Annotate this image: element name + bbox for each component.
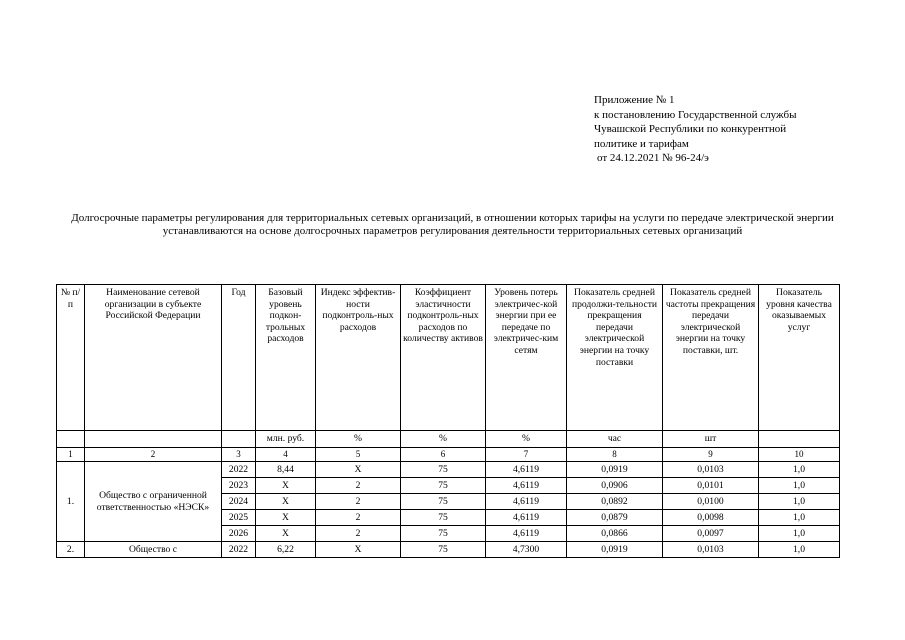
elasticity-cell: 75 xyxy=(401,478,486,494)
frequency-cell: 0,0097 xyxy=(663,526,759,542)
unit-cell: млн. руб. xyxy=(256,431,316,448)
annex-agency-line-2: политике и тарифам xyxy=(594,137,689,150)
annex-date-number: от 24.12.2021 № 96-24/э xyxy=(597,152,709,164)
losses-cell: 4,6119 xyxy=(486,478,567,494)
document-title: Долгосрочные параметры регулирования для территориальных сетевых организаций, в отношении которых тарифы на услуги по передаче электрической энергии устанавливаются на основе долгосрочных параметров регулирования деятельности территориальных сетевых организаций xyxy=(71,212,834,237)
frequency-cell: 0,0098 xyxy=(663,510,759,526)
unit-cell xyxy=(85,431,222,448)
losses-cell: 4,6119 xyxy=(486,462,567,478)
duration-cell: 0,0919 xyxy=(567,542,663,558)
base-costs-cell: Х xyxy=(256,494,316,510)
frequency-cell: 0,0101 xyxy=(663,478,759,494)
column-number-cell: 2 xyxy=(85,448,222,462)
duration-cell: 0,0892 xyxy=(567,494,663,510)
column-number-cell: 7 xyxy=(486,448,567,462)
unit-cell xyxy=(222,431,256,448)
efficiency-index-cell: 2 xyxy=(316,526,401,542)
quality-cell: 1,0 xyxy=(759,542,840,558)
header-cell-organization: Наименование сетевой организации в субъекте Российской Федерации xyxy=(85,285,222,431)
efficiency-index-cell: 2 xyxy=(316,478,401,494)
duration-cell: 0,0906 xyxy=(567,478,663,494)
column-number-cell: 10 xyxy=(759,448,840,462)
org-index-cell: 1. xyxy=(57,462,85,542)
table-units-row xyxy=(57,431,840,448)
annex-title: Приложение № 1 xyxy=(594,94,675,106)
year-cell: 2024 xyxy=(222,494,256,510)
elasticity-cell: 75 xyxy=(401,510,486,526)
base-costs-cell: Х xyxy=(256,510,316,526)
unit-cell: шт xyxy=(663,431,759,448)
elasticity-cell: 75 xyxy=(401,526,486,542)
year-cell: 2022 xyxy=(222,462,256,478)
column-number-cell: 9 xyxy=(663,448,759,462)
base-costs-cell: 8,44 xyxy=(256,462,316,478)
efficiency-index-cell: Х xyxy=(316,462,401,478)
losses-cell: 4,6119 xyxy=(486,494,567,510)
annex-agency-line: Чувашской Республики по конкурентной xyxy=(594,123,787,135)
column-number-cell: 1 xyxy=(57,448,85,462)
year-cell: 2026 xyxy=(222,526,256,542)
efficiency-index-cell: 2 xyxy=(316,494,401,510)
efficiency-index-cell: Х xyxy=(316,542,401,558)
year-cell: 2023 xyxy=(222,478,256,494)
header-cell-base-costs: Базовый уровень подкон-трольных расходов xyxy=(256,285,316,431)
table-column-numbers-row xyxy=(57,448,840,462)
column-number-cell: 6 xyxy=(401,448,486,462)
column-number-cell: 3 xyxy=(222,448,256,462)
unit-cell xyxy=(57,431,85,448)
base-costs-cell: 6,22 xyxy=(256,542,316,558)
duration-cell: 0,0919 xyxy=(567,462,663,478)
elasticity-cell: 75 xyxy=(401,494,486,510)
frequency-cell: 0,0100 xyxy=(663,494,759,510)
header-cell-duration: Показатель средней продолжи-тельности прекращения передачи электрической энергии на точку поставки xyxy=(567,285,663,431)
table-row xyxy=(57,462,840,478)
header-cell-efficiency-index: Индекс эффектив-ности подконтроль-ных расходов xyxy=(316,285,401,431)
org-index-cell: 2. xyxy=(57,542,85,558)
annex-resolution-line: к постановлению Государственной службы xyxy=(594,108,797,121)
header-cell-year: Год xyxy=(222,285,256,431)
header-cell-frequency: Показатель средней частоты прекращения передачи электрической энергии на точку поставки, шт. xyxy=(663,285,759,431)
parameters-table xyxy=(56,284,840,558)
unit-cell xyxy=(759,431,840,448)
duration-cell: 0,0866 xyxy=(567,526,663,542)
year-cell: 2022 xyxy=(222,542,256,558)
org-name-cell: Общество с xyxy=(85,542,222,558)
header-cell-quality: Показатель уровня качества оказываемых услуг xyxy=(759,285,840,431)
quality-cell: 1,0 xyxy=(759,494,840,510)
elasticity-cell: 75 xyxy=(401,542,486,558)
efficiency-index-cell: 2 xyxy=(316,510,401,526)
column-number-cell: 4 xyxy=(256,448,316,462)
table-row xyxy=(57,542,840,558)
base-costs-cell: Х xyxy=(256,526,316,542)
annex-block xyxy=(594,93,874,166)
unit-cell: % xyxy=(486,431,567,448)
header-cell-elasticity: Коэффициент эластичности подконтроль-ных расходов по количеству активов xyxy=(401,285,486,431)
unit-cell: % xyxy=(401,431,486,448)
unit-cell: час xyxy=(567,431,663,448)
quality-cell: 1,0 xyxy=(759,478,840,494)
column-number-cell: 8 xyxy=(567,448,663,462)
frequency-cell: 0,0103 xyxy=(663,542,759,558)
column-number-cell: 5 xyxy=(316,448,401,462)
losses-cell: 4,6119 xyxy=(486,526,567,542)
frequency-cell: 0,0103 xyxy=(663,462,759,478)
org-name-cell: Общество с ограниченной ответственностью «НЭСК» xyxy=(85,462,222,542)
quality-cell: 1,0 xyxy=(759,526,840,542)
header-cell-number: № п/п xyxy=(57,285,85,431)
year-cell: 2025 xyxy=(222,510,256,526)
quality-cell: 1,0 xyxy=(759,462,840,478)
elasticity-cell: 75 xyxy=(401,462,486,478)
unit-cell: % xyxy=(316,431,401,448)
losses-cell: 4,6119 xyxy=(486,510,567,526)
quality-cell: 1,0 xyxy=(759,510,840,526)
base-costs-cell: Х xyxy=(256,478,316,494)
table-header-row xyxy=(57,285,840,431)
duration-cell: 0,0879 xyxy=(567,510,663,526)
losses-cell: 4,7300 xyxy=(486,542,567,558)
header-cell-losses: Уровень потерь электричес-кой энергии при ее передаче по электричес-ким сетям xyxy=(486,285,567,431)
